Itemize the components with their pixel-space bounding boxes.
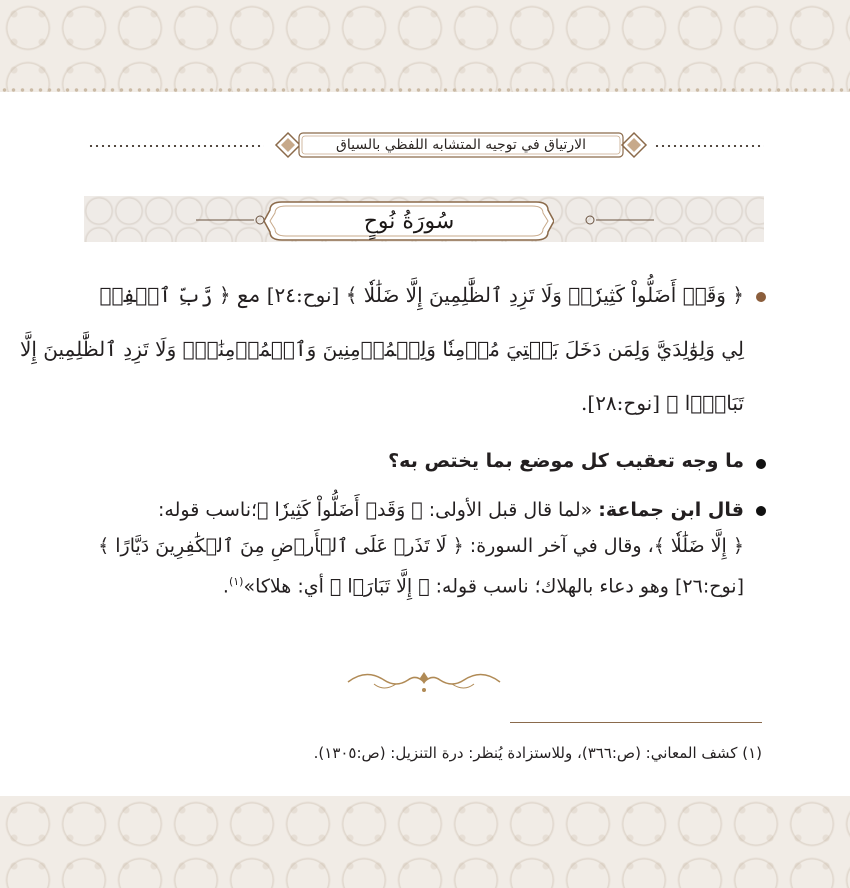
verse-line-2: لِي وَلِوَٰلِدَيَّ وَلِمَن دَخَلَ بَيۡتِيَ مُؤۡمِنٗا وَلِلۡمُؤۡمِنِينَ وَٱلۡمُؤۡمِنَٰتِۖ وَلَا تَزِدِ ٱلظَّٰلِمِينَ إِلَّا <box>19 337 744 361</box>
answer-line-1 <box>86 492 744 528</box>
answer-speaker: قال ابن جماعة: <box>598 499 744 521</box>
header-dotted-line-left <box>88 145 264 147</box>
list-item-verses <box>19 268 766 432</box>
list-item-answer <box>86 492 766 600</box>
verse-line-1: ﴿ وَقَدۡ أَضَلُّواْ كَثِيرٗاۖ وَلَا تَزِدِ ٱلظَّٰلِمِينَ إِلَّا ضَلَٰلٗا ﴾ [نوح:٢٤] مع ﴿ رَّبِّ ٱغۡفِرۡ <box>99 283 744 307</box>
surah-name: سُورَةُ نُوحٍ <box>363 208 455 234</box>
left-flourish-icon <box>196 200 268 240</box>
header-dotted-line-right <box>654 145 764 147</box>
surah-title-cartouche <box>264 196 554 246</box>
top-ornamental-band <box>0 0 850 92</box>
bullet-icon <box>756 506 766 516</box>
answer-line-3 <box>86 564 744 600</box>
bullet-icon <box>756 459 766 469</box>
footnote: (١) كشف المعاني: (ص:٣٦٦)، وللاستزادة يُنظر: درة التنزيل: (ص:١٣٠٥). <box>313 744 762 762</box>
answer-line-3-text: [نوح:٢٦] وهو دعاء بالهلاك؛ ناسب قوله: ﴿ إِلَّا تَبَارَۢا ﴾ أي: هلاكا» <box>243 575 744 598</box>
list-item-question <box>86 444 766 484</box>
right-flourish-icon <box>582 200 654 240</box>
section-divider-flourish-icon <box>344 664 504 698</box>
running-header-title: الارتياق في توجيه المتشابه اللفظي بالسياق <box>336 137 586 153</box>
top-band-edge <box>0 88 850 92</box>
diamond-ornament-icon <box>620 131 648 159</box>
verse-line-3: تَبَارَۢا ﴾ [نوح:٢٨]. <box>581 391 744 415</box>
bottom-ornamental-band <box>0 796 850 888</box>
question-text: ما وجه تعقيب كل موضع بما يختص به؟ <box>388 450 744 472</box>
running-header <box>88 128 764 164</box>
main-content <box>19 268 766 600</box>
footnote-separator <box>510 722 762 723</box>
footnote-reference[interactable]: (١) <box>228 575 244 588</box>
answer-line-2: ﴿ إِلَّا ضَلَٰلٗا ﴾، وقال في آخر السورة: ﴿ لَا تَذَرۡ عَلَى ٱلۡأَرۡضِ مِنَ ٱلۡكَٰفِرِينَ دَيَّارًا ﴾ <box>98 535 744 557</box>
running-header-frame <box>274 128 648 162</box>
answer-line-1-text: «لما قال قبل الأولى: ﴿ وَقَدۡ أَضَلُّواْ كَثِيرٗا ﴾؛ناسب قوله: <box>158 499 593 521</box>
bullet-icon <box>756 292 766 302</box>
answer-line-3-end: . <box>222 575 229 598</box>
